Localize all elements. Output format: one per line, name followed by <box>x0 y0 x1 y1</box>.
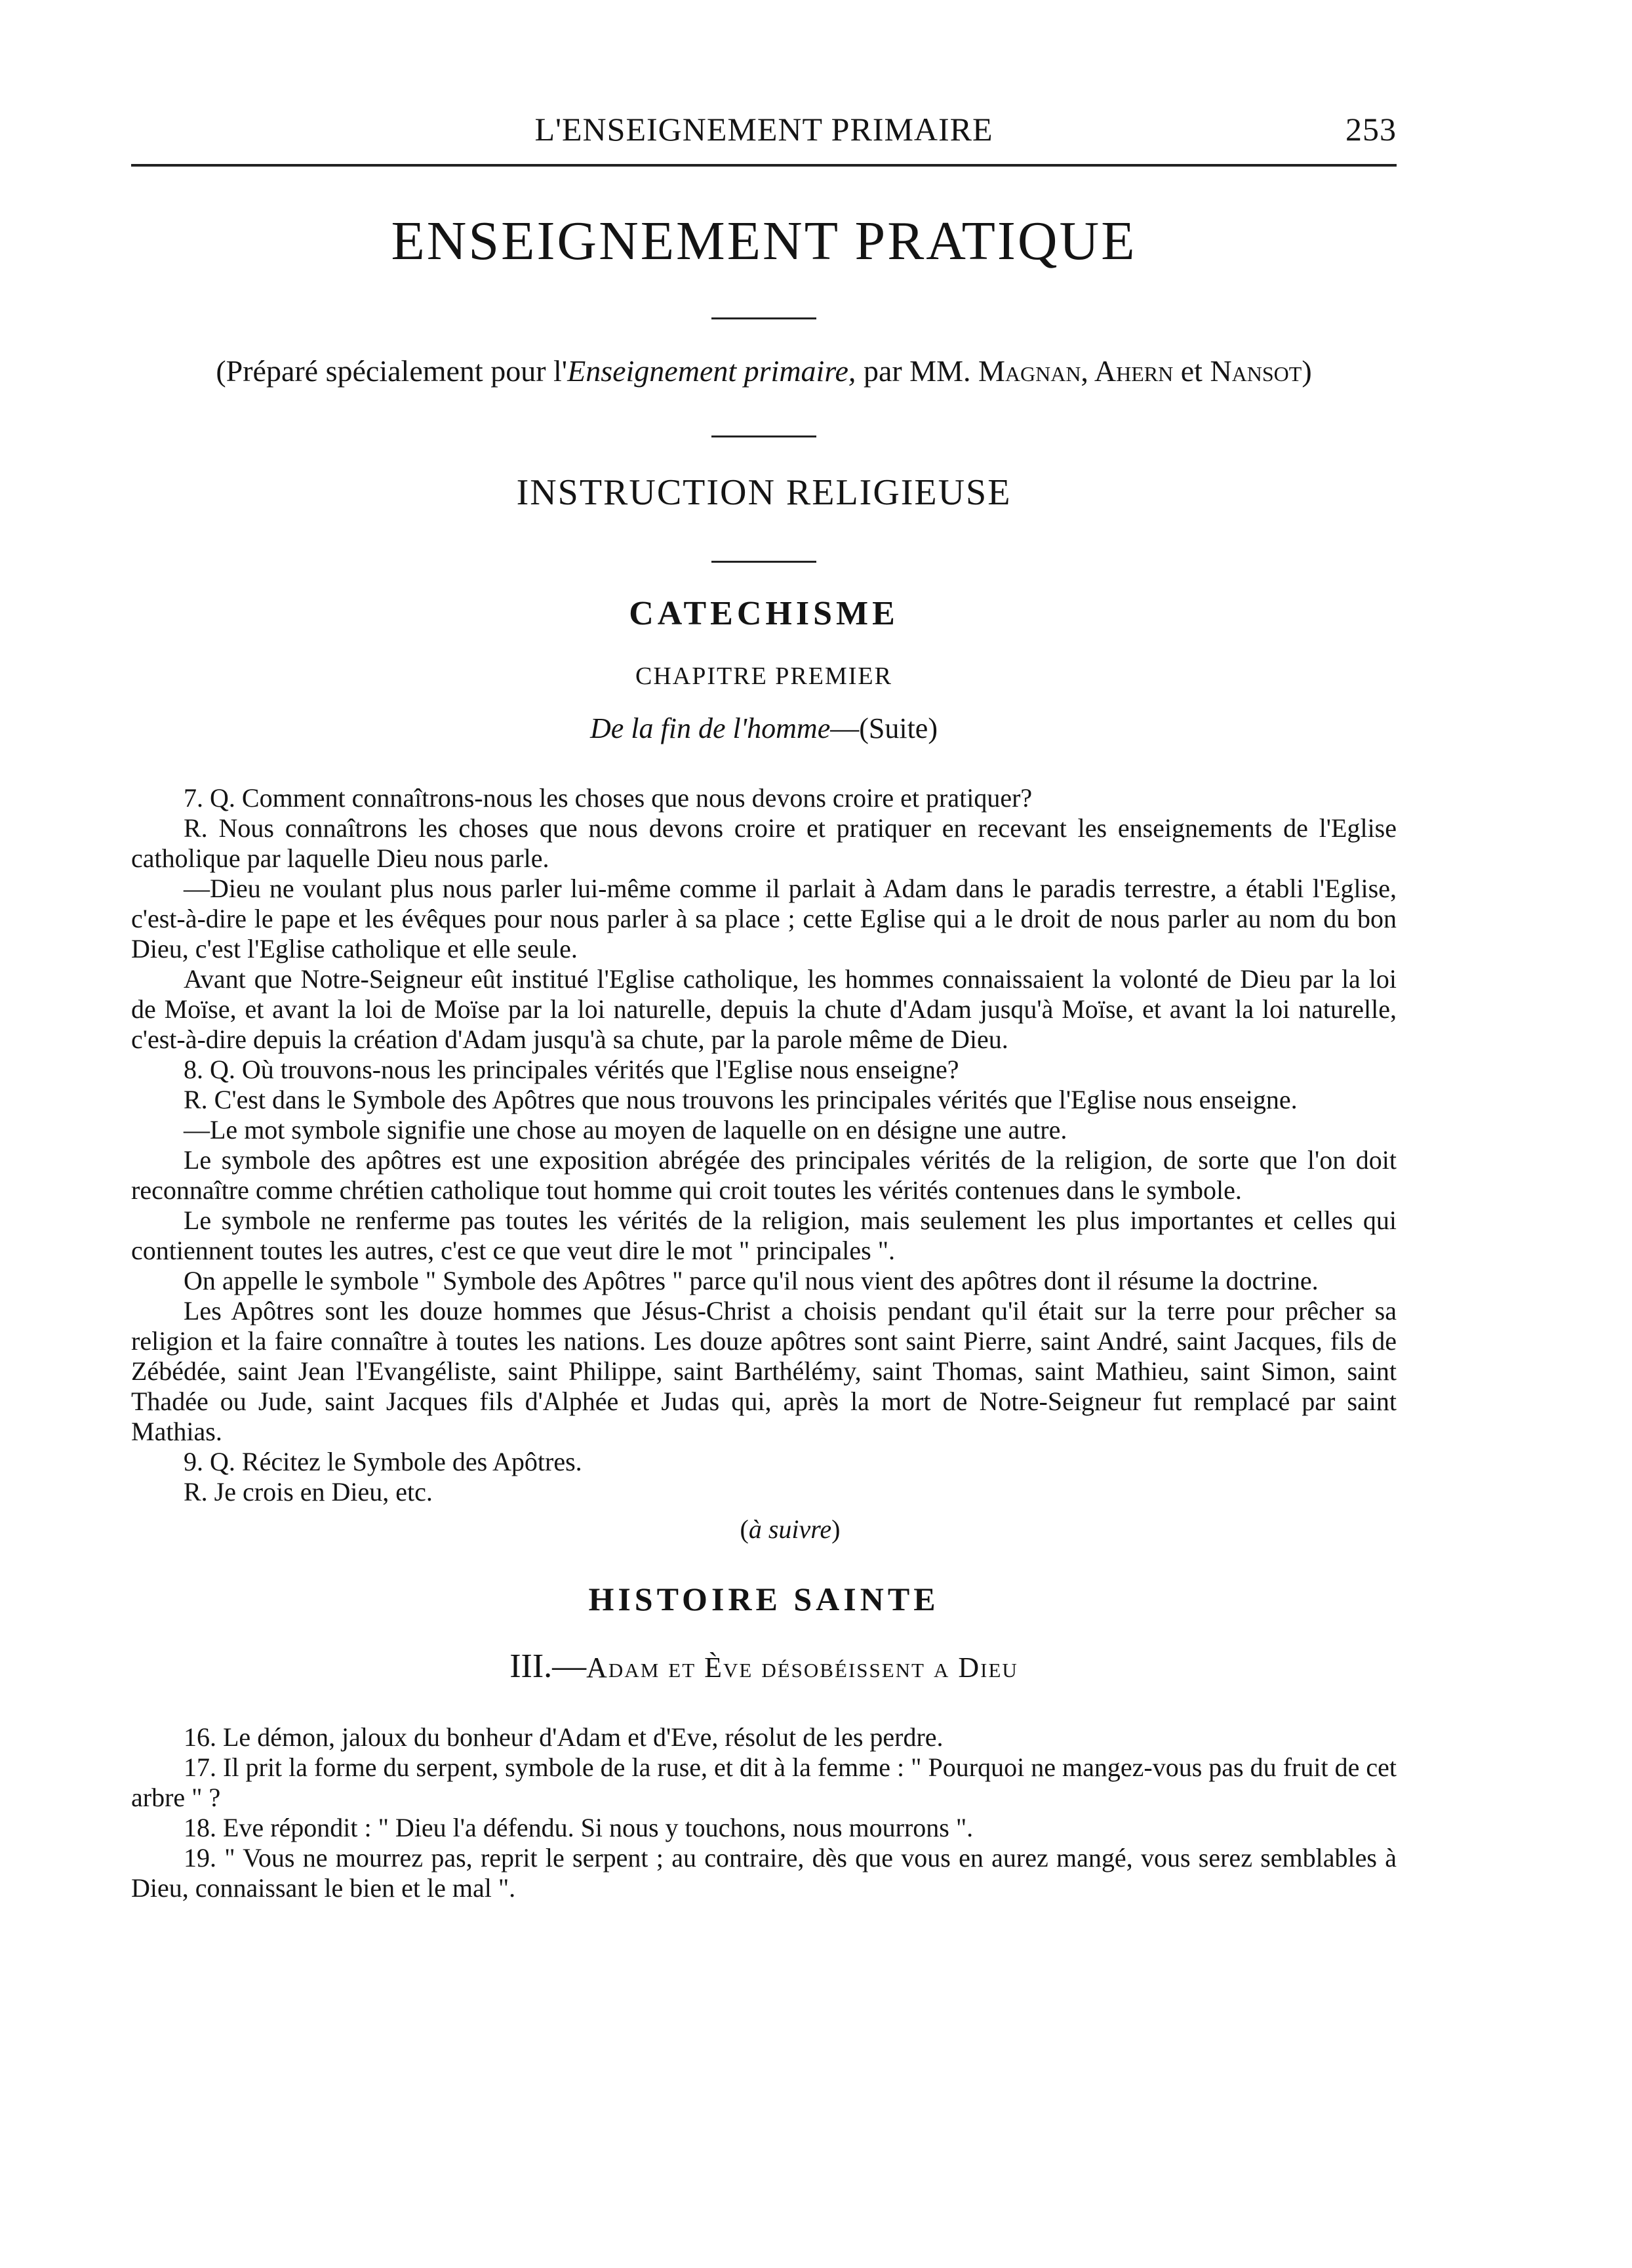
to-follow-note <box>131 1514 1397 1545</box>
paragraph: 17. Il prit la forme du serpent, symbole de la ruse, et dit à la femme : " Pourquoi ne mangez-vous pas du fruit de cet arbre " ? <box>131 1752 1397 1813</box>
chapter-subtitle-suffix: —(Suite) <box>830 712 938 745</box>
document-page <box>131 98 1397 1903</box>
section-divider-2 <box>711 561 816 563</box>
history-body <box>131 1722 1397 1903</box>
page-number: 253 <box>1345 111 1397 148</box>
paragraph: 19. " Vous ne mourrez pas, reprit le serpent ; au contraire, dès que vous en aurez mangé, vous serez semblables à Dieu, connaissant le bien et le mal ". <box>131 1843 1397 1903</box>
paragraph: —Dieu ne voulant plus nous parler lui-même comme il parlait à Adam dans le paradis terrestre, a établi l'Eglise, c'est-à-dire le pape et les évêques pour nous parler à sa place ; cette Eglise qui a le droit de nous parler au nom du bon Dieu, c'est l'Eglise catholique et elle seule. <box>131 874 1397 964</box>
section-divider <box>711 435 816 437</box>
prepared-by: par MM. <box>856 354 978 388</box>
paragraph: Le symbole des apôtres est une exposition abrégée des principales vérités de la religion, de sorte que l'on doit reconnaître comme chrétien catholique tout homme qui croit toutes les vérités contenues dans le symbole. <box>131 1145 1397 1205</box>
section-title: INSTRUCTION RELIGIEUSE <box>516 472 1012 514</box>
title-divider <box>711 317 816 319</box>
header-rule <box>131 164 1397 167</box>
history-heading: HISTOIRE SAINTE <box>588 1581 940 1618</box>
paragraph: R. C'est dans le Symbole des Apôtres que nous trouvons les principales vérités que l'Eglise nous enseigne. <box>184 1085 1298 1115</box>
lesson-title <box>131 1647 1397 1686</box>
paragraph: 8. Q. Où trouvons-nous les principales vérités que l'Eglise nous enseigne? <box>184 1055 959 1085</box>
running-header <box>131 98 1397 157</box>
authors: Magnan, Ahern <box>978 354 1174 388</box>
prepared-open: (Préparé spécialement pour l' <box>216 354 568 388</box>
paragraph: 16. Le démon, jaloux du bonheur d'Adam et d'Eve, résolut de les perdre. <box>184 1722 944 1752</box>
paragraph: On appelle le symbole " Symbole des Apôtres " parce qu'il nous vient des apôtres dont il résume la doctrine. <box>184 1266 1319 1296</box>
chapter-subtitle-italic: De la fin de l'homme <box>590 712 831 745</box>
prepared-by-line <box>131 354 1397 388</box>
lesson-number: III.— <box>509 1648 587 1686</box>
running-title: L'ENSEIGNEMENT PRIMAIRE <box>534 111 993 148</box>
main-title: ENSEIGNEMENT PRATIQUE <box>391 211 1137 272</box>
author-last: Nansot <box>1210 354 1302 388</box>
prepared-close: ) <box>1302 354 1312 388</box>
paragraph: Les Apôtres sont les douze hommes que Jésus-Christ a choisis pendant qu'il était sur la terre pour prêcher sa religion et la faire connaître à toutes les nations. Les douze apôtres sont saint Pierre, saint André, saint Jacques, fils de Zébédée, saint Jean l'Evangéliste, saint Philippe, saint Barthélémy, saint Thomas, saint Mathieu, saint Simon, saint Thadée ou Jude, saint Jacques fils d'Alphée et Judas qui, après la mort de Notre-Seigneur fut remplacé par saint Mathias. <box>131 1296 1397 1447</box>
paragraph: R. Je crois en Dieu, etc. <box>184 1477 433 1507</box>
to-follow-close: ) <box>831 1514 841 1545</box>
chapter-subtitle <box>131 712 1397 745</box>
paragraph: R. Nous connaîtrons les choses que nous devons croire et pratiquer en recevant les enseignements de l'Eglise catholique par laquelle Dieu nous parle. <box>131 813 1397 874</box>
paragraph: 7. Q. Comment connaîtrons-nous les choses que nous devons croire et pratiquer? <box>184 783 1033 813</box>
paragraph: 9. Q. Récitez le Symbole des Apôtres. <box>184 1447 582 1477</box>
chapter-heading: CHAPITRE PREMIER <box>635 662 892 691</box>
journal-name: Enseignement primaire, <box>567 354 856 388</box>
to-follow-open: ( <box>740 1514 749 1545</box>
paragraph: —Le mot symbole signifie une chose au moyen de laquelle on en désigne une autre. <box>184 1115 1067 1145</box>
lesson-name: Adam et Ève désobéissent a Dieu <box>586 1651 1018 1684</box>
paragraph: Avant que Notre-Seigneur eût institué l'Eglise catholique, les hommes connaissaient la volonté de Dieu par la loi de Moïse, et avant la loi de Moïse par la loi naturelle, depuis la chute d'Adam jusqu'à Moïse, et avant la loi naturelle, c'est-à-dire depuis la création d'Adam jusqu'à sa chute, par la parole même de Dieu. <box>131 964 1397 1055</box>
paragraph: 18. Eve répondit : " Dieu l'a défendu. Si nous y touchons, nous mourrons ". <box>184 1813 974 1843</box>
to-follow-text: à suivre <box>748 1514 832 1545</box>
prepared-and: et <box>1173 354 1210 388</box>
paragraph: Le symbole ne renferme pas toutes les vérités de la religion, mais seulement les plus importantes et celles qui contiennent toutes les autres, c'est ce que veut dire le mot " principales ". <box>131 1205 1397 1266</box>
catechism-heading: CATECHISME <box>629 595 899 633</box>
catechism-body <box>131 783 1397 1507</box>
